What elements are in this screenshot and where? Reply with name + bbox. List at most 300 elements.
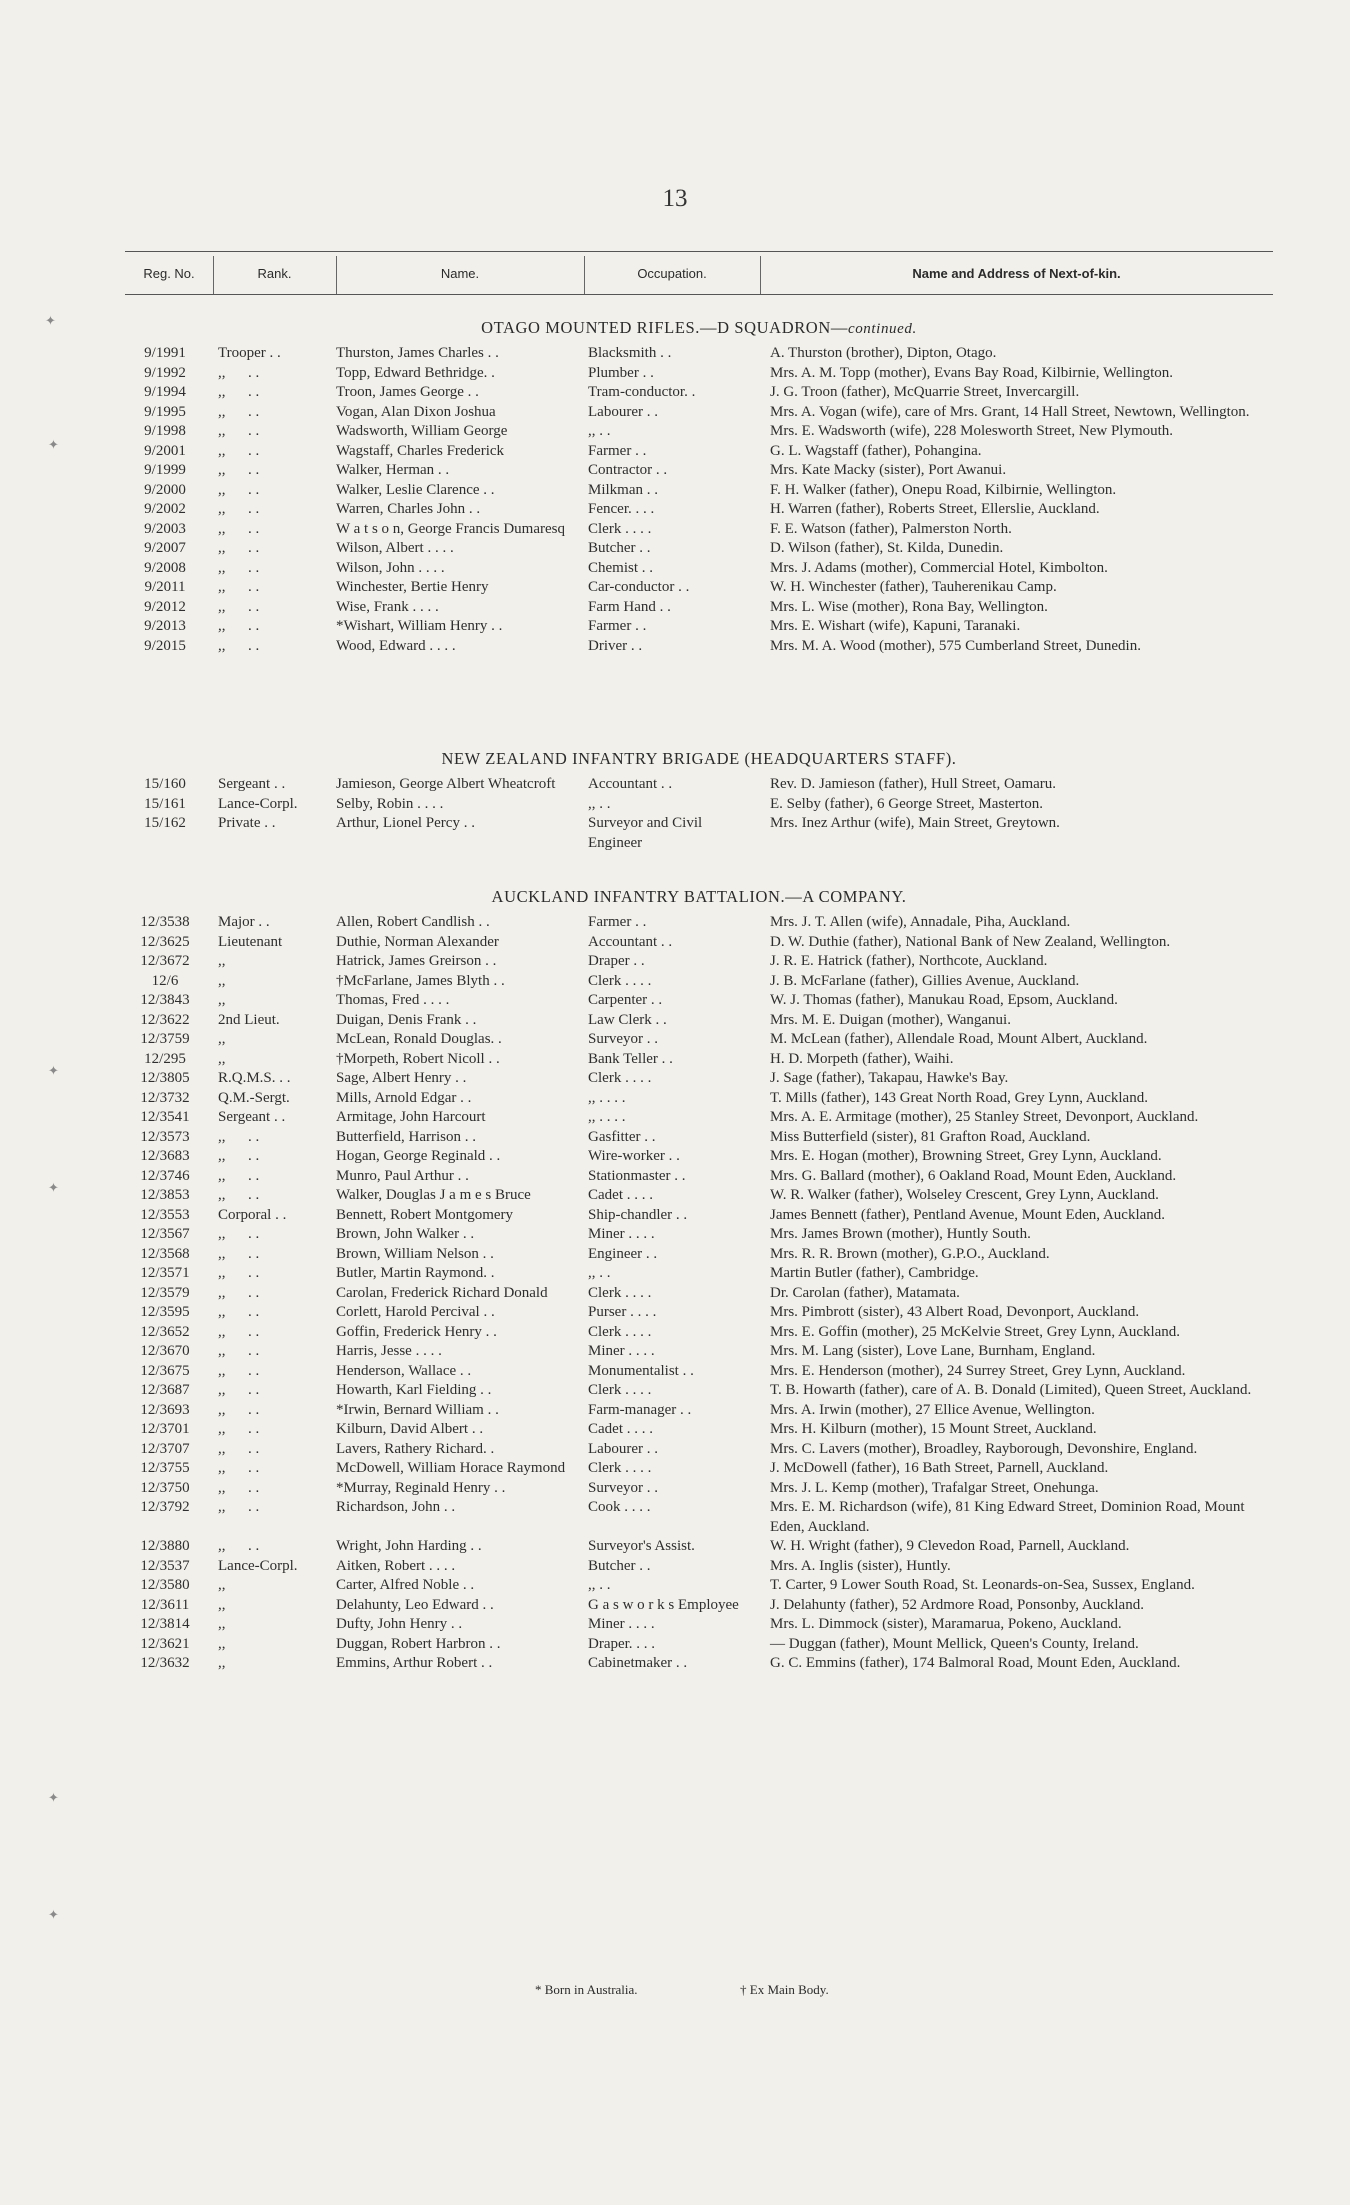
next-of-kin-cell: W. H. Wright (father), 9 Clevedon Road, Parnell, Auckland. [770, 1538, 1130, 1554]
rank-cell: ,, . . [218, 559, 260, 576]
next-of-kin-cell: Mrs. E. Wadsworth (wife), 228 Molesworth Street, New Plymouth. [770, 423, 1174, 439]
next-of-kin-cell: Mrs. Kate Macky (sister), Port Awanui. [770, 462, 1007, 478]
rank-cell: ,, . . [218, 1421, 260, 1437]
reg-no-cell: 9/2007 [144, 540, 186, 556]
rank-cell: ,, . . [218, 1187, 260, 1203]
next-of-kin-cell: Mrs. E. M. Richardson (wife), 81 King Edward Street, Dominion Road, Mount Eden, Auckland. [770, 1499, 1249, 1535]
rank-cell: Sergeant . . [218, 776, 286, 792]
reg-no-cell: 12/3853 [140, 1187, 190, 1203]
name-cell: Topp, Edward Bethridge. . [336, 364, 495, 381]
header-next-of-kin: Name and Address of Next-of-kin. [912, 266, 1121, 281]
occupation-cell: Milkman . . [588, 481, 658, 498]
margin-mark: ✦ [48, 1180, 59, 1195]
name-cell: Wright, John Harding . . [336, 1538, 482, 1554]
name-cell: Wadsworth, William George [336, 423, 508, 439]
name-cell: †McFarlane, James Blyth . . [336, 972, 505, 989]
reg-no-cell: 9/1994 [144, 384, 186, 400]
name-cell: Walker, Leslie Clarence . . [336, 481, 495, 498]
reg-no-cell: 12/3625 [140, 933, 190, 950]
reg-no-cell: 9/2011 [144, 579, 186, 595]
reg-no-cell: 12/3880 [140, 1538, 190, 1554]
occupation-cell: Chemist . . [588, 559, 654, 576]
rank-cell: ,, . . [218, 540, 260, 556]
rank-cell: 2nd Lieut. [218, 1011, 280, 1028]
rank-cell: ,, [218, 1577, 226, 1593]
rank-cell: Sergeant . . [218, 1109, 286, 1125]
reg-no-cell: 12/3843 [140, 992, 190, 1008]
occupation-cell: Surveyor . . [588, 1031, 658, 1047]
name-cell: Winchester, Bertie Henry [336, 579, 489, 595]
occupation-cell: Cook . . . . [588, 1499, 651, 1515]
rank-cell: ,, . . [218, 1479, 260, 1496]
occupation-cell: Accountant . . [588, 933, 673, 950]
occupation-cell: ,, . . [588, 1265, 611, 1281]
next-of-kin-cell: H. D. Morpeth (father), Waihi. [770, 1050, 954, 1067]
reg-no-cell: 12/3553 [140, 1206, 190, 1223]
name-cell: Wagstaff, Charles Frederick [336, 442, 505, 459]
name-cell: Thurston, James Charles . . [336, 345, 499, 361]
name-cell: Brown, William Nelson . . [336, 1245, 494, 1262]
next-of-kin-cell: Mrs. J. T. Allen (wife), Annadale, Piha, Auckland. [770, 914, 1071, 930]
section-title-suffix: continued. [847, 321, 917, 337]
next-of-kin-cell: Mrs. M. E. Duigan (mother), Wanganui. [770, 1011, 1011, 1028]
name-cell: W a t s o n, George Francis Dumaresq [336, 520, 565, 537]
reg-no-cell: 12/3538 [140, 914, 190, 930]
reg-no-cell: 12/3792 [140, 1499, 190, 1515]
occupation-cell: ,, . . [588, 423, 611, 439]
name-cell: *Irwin, Bernard William . . [336, 1401, 499, 1418]
name-cell: Wood, Edward . . . . [336, 637, 456, 654]
occupation-cell: Clerk . . . . [588, 1323, 652, 1340]
rank-cell: ,, . . [218, 579, 260, 595]
occupation-cell: Labourer . . [588, 403, 658, 420]
reg-no-cell: 12/3701 [140, 1421, 190, 1437]
page-number: 13 [662, 185, 688, 212]
rank-cell: ,, . . [218, 1284, 260, 1301]
occupation-cell: Butcher . . [588, 540, 651, 556]
name-cell: Harris, Jesse . . . . [336, 1343, 442, 1359]
section-title [125, 749, 1273, 769]
rank-cell: Lance-Corpl. [218, 795, 298, 812]
occupation-cell: Engineer . . [588, 1245, 658, 1262]
header-bottom-rule [125, 294, 1273, 295]
name-cell: Thomas, Fred . . . . [336, 992, 450, 1008]
name-cell: Selby, Robin . . . . [336, 795, 444, 812]
margin-mark: ✦ [48, 1790, 59, 1805]
header-name: Name. [440, 266, 480, 281]
occupation-cell: Miner . . . . [588, 1616, 655, 1632]
rank-cell: Lance-Corpl. [218, 1557, 298, 1574]
rank-cell: ,, . . [218, 1226, 260, 1242]
reg-no-cell: 12/3621 [140, 1635, 190, 1652]
name-cell: *Wishart, William Henry . . [336, 618, 503, 634]
reg-no-cell: 12/3568 [140, 1245, 190, 1262]
occupation-cell: Law Clerk . . [588, 1011, 667, 1028]
name-cell: Corlett, Harold Percival . . [336, 1304, 495, 1320]
rank-cell: ,, [218, 1050, 226, 1067]
name-cell: Sage, Albert Henry . . [336, 1070, 467, 1086]
reg-no-cell: 12/3571 [140, 1265, 190, 1281]
rank-cell: ,, . . [218, 1167, 260, 1184]
next-of-kin-cell: Mrs. E. Henderson (mother), 24 Surrey Street, Grey Lynn, Auckland. [770, 1362, 1186, 1379]
name-cell: McDowell, William Horace Raymond [336, 1460, 566, 1476]
occupation-cell: Surveyor and Civil Engineer [588, 815, 706, 851]
reg-no-cell: 12/3537 [140, 1557, 190, 1574]
occupation-cell: Clerk . . . . [588, 1284, 652, 1301]
name-cell: Troon, James George . . [336, 384, 479, 400]
name-cell: Wilson, John . . . . [336, 559, 445, 576]
next-of-kin-cell: Mrs. A. E. Armitage (mother), 25 Stanley Street, Devonport, Auckland. [770, 1109, 1199, 1125]
next-of-kin-cell: Mrs. A. Vogan (wife), care of Mrs. Grant, 14 Hall Street, Newtown, Wellington. [770, 403, 1250, 420]
next-of-kin-cell: Mrs. Inez Arthur (wife), Main Street, Greytown. [770, 815, 1060, 831]
occupation-cell: Purser . . . . [588, 1304, 657, 1320]
rank-cell: ,, [218, 1616, 226, 1632]
next-of-kin-cell: M. McLean (father), Allendale Road, Mount Albert, Auckland. [770, 1031, 1148, 1047]
name-cell: Bennett, Robert Montgomery [336, 1206, 514, 1223]
reg-no-cell: 12/3746 [140, 1167, 190, 1184]
next-of-kin-cell: Mrs. H. Kilburn (mother), 15 Mount Street, Auckland. [770, 1421, 1097, 1437]
rank-cell: ,, . . [218, 1440, 260, 1457]
rank-cell: ,, . . [218, 1343, 260, 1359]
reg-no-cell: 12/3567 [140, 1226, 190, 1242]
name-cell: *Murray, Reginald Henry . . [336, 1479, 506, 1496]
occupation-cell: Bank Teller . . [588, 1050, 673, 1067]
occupation-cell: ,, . . . . [588, 1089, 626, 1106]
rank-cell: ,, . . [218, 384, 260, 400]
name-cell: Emmins, Arthur Robert . . [336, 1655, 493, 1671]
occupation-cell: Monumentalist . . [588, 1362, 694, 1379]
reg-no-cell: 9/2002 [144, 501, 186, 517]
reg-no-cell: 12/3750 [140, 1479, 190, 1496]
occupation-cell: Fencer. . . . [588, 501, 655, 517]
name-cell: Walker, Herman . . [336, 462, 450, 478]
reg-no-cell: 9/2012 [144, 598, 186, 615]
reg-no-cell: 12/3573 [140, 1128, 190, 1145]
next-of-kin-cell: Mrs. M. A. Wood (mother), 575 Cumberland Street, Dunedin. [770, 637, 1141, 654]
margin-mark: ✦ [48, 1063, 59, 1078]
reg-no-cell: 12/3805 [140, 1070, 190, 1086]
reg-no-cell: 9/2008 [144, 559, 186, 576]
occupation-cell: Farmer . . [588, 442, 647, 459]
next-of-kin-cell: J. McDowell (father), 16 Bath Street, Parnell, Auckland. [770, 1460, 1109, 1476]
next-of-kin-cell: Mrs. M. Lang (sister), Love Lane, Burnham, England. [770, 1343, 1096, 1359]
reg-no-cell: 12/3595 [140, 1304, 190, 1320]
reg-no-cell: 15/161 [144, 795, 186, 812]
next-of-kin-cell: Mrs. L. Dimmock (sister), Maramarua, Pokeno, Auckland. [770, 1616, 1122, 1632]
occupation-cell: Clerk . . . . [588, 972, 652, 989]
next-of-kin-cell: F. E. Watson (father), Palmerston North. [770, 520, 1012, 537]
reg-no-cell: 9/2000 [144, 481, 186, 498]
name-cell: Duggan, Robert Harbron . . [336, 1635, 501, 1652]
next-of-kin-cell: Mrs. James Brown (mother), Huntly South. [770, 1226, 1031, 1242]
reg-no-cell: 12/3632 [140, 1655, 190, 1671]
next-of-kin-cell: Martin Butler (father), Cambridge. [770, 1265, 979, 1281]
next-of-kin-cell: J. Delahunty (father), 52 Ardmore Road, Ponsonby, Auckland. [770, 1596, 1144, 1613]
rank-cell: ,, . . [218, 423, 260, 439]
rank-cell: ,, . . [218, 481, 260, 498]
occupation-cell: Butcher . . [588, 1557, 651, 1574]
name-cell: Butler, Martin Raymond. . [336, 1265, 495, 1281]
occupation-cell: Cadet . . . . [588, 1187, 653, 1203]
rank-cell: ,, . . [218, 442, 260, 459]
occupation-cell: ,, . . . . [588, 1109, 626, 1125]
name-cell: Wise, Frank . . . . [336, 598, 439, 615]
name-cell: Duigan, Denis Frank . . [336, 1011, 477, 1028]
occupation-cell: Accountant . . [588, 776, 673, 792]
name-cell: Arthur, Lionel Percy . . [336, 815, 475, 831]
reg-no-cell: 9/1995 [144, 403, 186, 420]
section-title [125, 887, 1273, 907]
rank-cell: Trooper . . [218, 345, 281, 361]
margin-mark: ✦ [48, 1907, 59, 1922]
occupation-cell: Clerk . . . . [588, 1382, 652, 1398]
next-of-kin-cell: Dr. Carolan (father), Matamata. [770, 1284, 960, 1301]
next-of-kin-cell: T. Carter, 9 Lower South Road, St. Leonards-on-Sea, Sussex, England. [770, 1577, 1195, 1593]
rank-cell: ,, [218, 1635, 226, 1652]
reg-no-cell: 12/3611 [140, 1596, 190, 1613]
name-cell: Richardson, John . . [336, 1499, 456, 1515]
reg-no-cell: 9/1991 [144, 345, 186, 361]
next-of-kin-cell: J. G. Troon (father), McQuarrie Street, Invercargill. [770, 384, 1080, 400]
rank-cell: ,, . . [218, 1245, 260, 1262]
occupation-cell: Cadet . . . . [588, 1421, 653, 1437]
section-title-text: OTAGO MOUNTED RIFLES.—D SQUADRON— [481, 318, 848, 337]
rank-cell: Lieutenant [218, 933, 283, 950]
footnote-born-australia: * Born in Australia. [535, 1982, 638, 1997]
rank-cell: ,, . . [218, 403, 260, 420]
occupation-cell: Labourer . . [588, 1440, 658, 1457]
reg-no-cell: 9/1998 [144, 423, 186, 439]
occupation-cell: Clerk . . . . [588, 1460, 652, 1476]
next-of-kin-cell: Mrs. J. Adams (mother), Commercial Hotel, Kimbolton. [770, 559, 1108, 576]
table-top-rule [125, 251, 1273, 252]
occupation-cell: Clerk . . . . [588, 520, 652, 537]
name-cell: Munro, Paul Arthur . . [336, 1167, 469, 1184]
rank-cell: ,, [218, 953, 226, 969]
next-of-kin-cell: T. Mills (father), 143 Great North Road, Grey Lynn, Auckland. [770, 1089, 1148, 1106]
rank-cell: ,, [218, 992, 226, 1008]
occupation-cell: G a s w o r k s Employee [588, 1596, 739, 1613]
next-of-kin-cell: W. R. Walker (father), Wolseley Crescent, Grey Lynn, Auckland. [770, 1187, 1159, 1203]
name-cell: †Morpeth, Robert Nicoll . . [336, 1050, 500, 1067]
occupation-cell: Surveyor . . [588, 1479, 658, 1496]
rank-cell: ,, . . [218, 1362, 260, 1379]
next-of-kin-cell: Mrs. G. Ballard (mother), 6 Oakland Road, Mount Eden, Auckland. [770, 1167, 1177, 1184]
rank-cell: ,, . . [218, 1323, 260, 1340]
name-cell: Vogan, Alan Dixon Joshua [336, 403, 496, 420]
occupation-cell: Stationmaster . . [588, 1167, 686, 1184]
reg-no-cell: 9/2003 [144, 520, 186, 537]
next-of-kin-cell: T. B. Howarth (father), care of A. B. Donald (Limited), Queen Street, Auckland. [770, 1382, 1252, 1398]
occupation-cell: Farmer . . [588, 914, 647, 930]
rank-cell: Private . . [218, 815, 276, 831]
header-reg-no: Reg. No. [143, 266, 195, 281]
name-cell: Hogan, George Reginald . . [336, 1148, 501, 1164]
rank-cell: ,, [218, 1596, 226, 1613]
reg-no-cell: 12/3732 [140, 1089, 190, 1106]
name-cell: Carter, Alfred Noble . . [336, 1577, 475, 1593]
reg-no-cell: 12/3759 [140, 1031, 190, 1047]
name-cell: Howarth, Karl Fielding . . [336, 1382, 492, 1398]
reg-no-cell: 12/3675 [140, 1362, 190, 1379]
rank-cell: ,, . . [218, 364, 260, 381]
next-of-kin-cell: Mrs. A. M. Topp (mother), Evans Bay Road, Kilbirnie, Wellington. [770, 364, 1173, 381]
occupation-cell: Farm Hand . . [588, 598, 671, 615]
next-of-kin-cell: E. Selby (father), 6 George Street, Masterton. [770, 795, 1043, 812]
reg-no-cell: 12/3687 [140, 1382, 190, 1398]
rank-cell: ,, . . [218, 520, 260, 537]
next-of-kin-cell: Mrs. J. L. Kemp (mother), Trafalgar Street, Onehunga. [770, 1479, 1099, 1496]
rank-cell: ,, . . [218, 637, 260, 654]
next-of-kin-cell: F. H. Walker (father), Onepu Road, Kilbirnie, Wellington. [770, 481, 1117, 498]
reg-no-cell: 9/1999 [144, 462, 186, 478]
occupation-cell: Contractor . . [588, 462, 668, 478]
rank-cell: ,, . . [218, 1538, 260, 1554]
reg-no-cell: 12/3652 [140, 1323, 190, 1340]
reg-no-cell: 12/3670 [140, 1343, 190, 1359]
reg-no-cell: 12/3672 [140, 953, 190, 969]
rank-cell: ,, . . [218, 1265, 260, 1281]
reg-no-cell: 9/2013 [144, 618, 186, 634]
occupation-cell: Draper. . . . [588, 1635, 656, 1652]
name-cell: Delahunty, Leo Edward . . [336, 1596, 494, 1613]
name-cell: Kilburn, David Albert . . [336, 1421, 484, 1437]
next-of-kin-cell: A. Thurston (brother), Dipton, Otago. [770, 345, 997, 361]
rank-cell: ,, . . [218, 1304, 260, 1320]
name-cell: Dufty, John Henry . . [336, 1616, 463, 1632]
occupation-cell: Miner . . . . [588, 1226, 655, 1242]
name-cell: Duthie, Norman Alexander [336, 933, 499, 950]
reg-no-cell: 12/3707 [140, 1440, 190, 1457]
next-of-kin-cell: D. W. Duthie (father), National Bank of New Zealand, Wellington. [770, 933, 1171, 950]
margin-mark: ✦ [45, 313, 56, 328]
name-cell: Allen, Robert Candlish . . [336, 914, 490, 930]
next-of-kin-cell: D. Wilson (father), St. Kilda, Dunedin. [770, 540, 1004, 556]
name-cell: Goffin, Frederick Henry . . [336, 1323, 497, 1340]
reg-no-cell: 9/2015 [144, 637, 186, 654]
occupation-cell: Gasfitter . . [588, 1128, 656, 1145]
next-of-kin-cell: Mrs. E. Goffin (mother), 25 McKelvie Street, Grey Lynn, Auckland. [770, 1323, 1181, 1340]
rank-cell: ,, . . [218, 1382, 260, 1398]
reg-no-cell: 12/3580 [140, 1577, 190, 1593]
next-of-kin-cell: Mrs. A. Irwin (mother), 27 Ellice Avenue, Wellington. [770, 1401, 1095, 1418]
occupation-cell: Plumber . . [588, 364, 654, 381]
next-of-kin-cell: W. H. Winchester (father), Tauherenikau Camp. [770, 579, 1057, 595]
rank-cell: ,, . . [218, 1499, 260, 1515]
occupation-cell: Car-conductor . . [588, 579, 690, 595]
occupation-cell: Miner . . . . [588, 1343, 655, 1359]
rank-cell: ,, [218, 972, 226, 989]
rank-cell: ,, . . [218, 598, 260, 615]
footnote-ex-main-body: † Ex Main Body. [740, 1982, 829, 1997]
reg-no-cell: 9/2001 [144, 442, 186, 459]
next-of-kin-cell: Mrs. E. Hogan (mother), Browning Street, Grey Lynn, Auckland. [770, 1148, 1162, 1164]
next-of-kin-cell: Mrs. R. R. Brown (mother), G.P.O., Auckland. [770, 1245, 1050, 1262]
occupation-cell: Farm-manager . . [588, 1401, 692, 1418]
rank-cell: ,, . . [218, 1148, 260, 1164]
section-title-text: AUCKLAND INFANTRY BATTALION.—A COMPANY. [491, 887, 907, 906]
reg-no-cell: 15/160 [144, 776, 186, 792]
next-of-kin-cell: G. C. Emmins (father), 174 Balmoral Road, Mount Eden, Auckland. [770, 1655, 1181, 1671]
next-of-kin-cell: G. L. Wagstaff (father), Pohangina. [770, 442, 982, 459]
name-cell: Hatrick, James Greirson . . [336, 953, 497, 969]
name-cell: Wilson, Albert . . . . [336, 540, 454, 556]
name-cell: Armitage, John Harcourt [336, 1109, 486, 1125]
name-cell: McLean, Ronald Douglas. . [336, 1031, 502, 1047]
occupation-cell: ,, . . [588, 1577, 611, 1593]
next-of-kin-cell: J. B. McFarlane (father), Gillies Avenue, Auckland. [770, 972, 1080, 989]
occupation-cell: Cabinetmaker . . [588, 1655, 688, 1671]
name-cell: Mills, Arnold Edgar . . [336, 1089, 472, 1106]
next-of-kin-cell: Mrs. E. Wishart (wife), Kapuni, Taranaki. [770, 618, 1021, 634]
occupation-cell: Carpenter . . [588, 992, 663, 1008]
rank-cell: ,, . . [218, 1460, 260, 1476]
header-rank: Rank. [257, 266, 292, 281]
name-cell: Carolan, Frederick Richard Donald [336, 1284, 548, 1301]
next-of-kin-cell: Mrs. L. Wise (mother), Rona Bay, Wellington. [770, 598, 1048, 615]
margin-mark: ✦ [48, 437, 59, 452]
name-cell: Brown, John Walker . . [336, 1226, 475, 1242]
reg-no-cell: 15/162 [144, 815, 186, 831]
name-cell: Henderson, Wallace . . [336, 1362, 472, 1379]
rank-cell: ,, . . [218, 1128, 260, 1145]
next-of-kin-cell: Mrs. Pimbrott (sister), 43 Albert Road, Devonport, Auckland. [770, 1304, 1140, 1320]
rank-cell: ,, [218, 1655, 226, 1671]
reg-no-cell: 12/3814 [140, 1616, 190, 1632]
reg-no-cell: 12/3693 [140, 1401, 190, 1418]
occupation-cell: Clerk . . . . [588, 1070, 652, 1086]
rank-cell: Q.M.-Sergt. [218, 1089, 290, 1106]
next-of-kin-cell: Mrs. C. Lavers (mother), Broadley, Rayborough, Devonshire, England. [770, 1440, 1198, 1457]
rank-cell: ,, . . [218, 1401, 260, 1418]
next-of-kin-cell: Mrs. A. Inglis (sister), Huntly. [770, 1557, 951, 1574]
occupation-cell: Blacksmith . . [588, 345, 672, 361]
name-cell: Walker, Douglas J a m e s Bruce [336, 1187, 531, 1203]
reg-no-cell: 12/3579 [140, 1284, 190, 1301]
occupation-cell: Draper . . [588, 953, 645, 969]
next-of-kin-cell: J. Sage (father), Takapau, Hawke's Bay. [770, 1070, 1009, 1086]
occupation-cell: Wire-worker . . [588, 1148, 680, 1164]
name-cell: Aitken, Robert . . . . [336, 1557, 456, 1574]
rank-cell: ,, [218, 1031, 226, 1047]
rank-cell: Major . . [218, 914, 270, 930]
rank-cell: ,, . . [218, 618, 260, 634]
rank-cell: Corporal . . [218, 1206, 287, 1223]
name-cell: Warren, Charles John . . [336, 501, 481, 517]
name-cell: Butterfield, Harrison . . [336, 1128, 476, 1145]
occupation-cell: ,, . . [588, 795, 611, 812]
occupation-cell: Ship-chandler . . [588, 1206, 688, 1223]
rank-cell: ,, . . [218, 462, 260, 478]
header-occupation: Occupation. [637, 266, 707, 281]
section-title-text: NEW ZEALAND INFANTRY BRIGADE (HEADQUARTERS STAFF). [441, 749, 957, 768]
rank-cell: ,, . . [218, 501, 260, 517]
reg-no-cell: 9/1992 [144, 364, 186, 381]
next-of-kin-cell: J. R. E. Hatrick (father), Northcote, Auckland. [770, 953, 1048, 969]
next-of-kin-cell: — Duggan (father), Mount Mellick, Queen's County, Ireland. [770, 1635, 1139, 1652]
occupation-cell: Surveyor's Assist. [588, 1538, 695, 1554]
next-of-kin-cell: James Bennett (father), Pentland Avenue, Mount Eden, Auckland. [770, 1206, 1166, 1223]
occupation-cell: Farmer . . [588, 618, 647, 634]
next-of-kin-cell: Rev. D. Jamieson (father), Hull Street, Oamaru. [770, 776, 1057, 792]
reg-no-cell: 12/3622 [140, 1011, 190, 1028]
reg-no-cell: 12/6 [151, 972, 179, 989]
name-cell: Lavers, Rathery Richard. . [336, 1440, 495, 1457]
reg-no-cell: 12/3755 [140, 1460, 190, 1476]
occupation-cell: Tram-conductor. . [588, 384, 696, 400]
name-cell: Jamieson, George Albert Wheatcroft [336, 776, 556, 792]
next-of-kin-cell: Miss Butterfield (sister), 81 Grafton Road, Auckland. [770, 1128, 1091, 1145]
